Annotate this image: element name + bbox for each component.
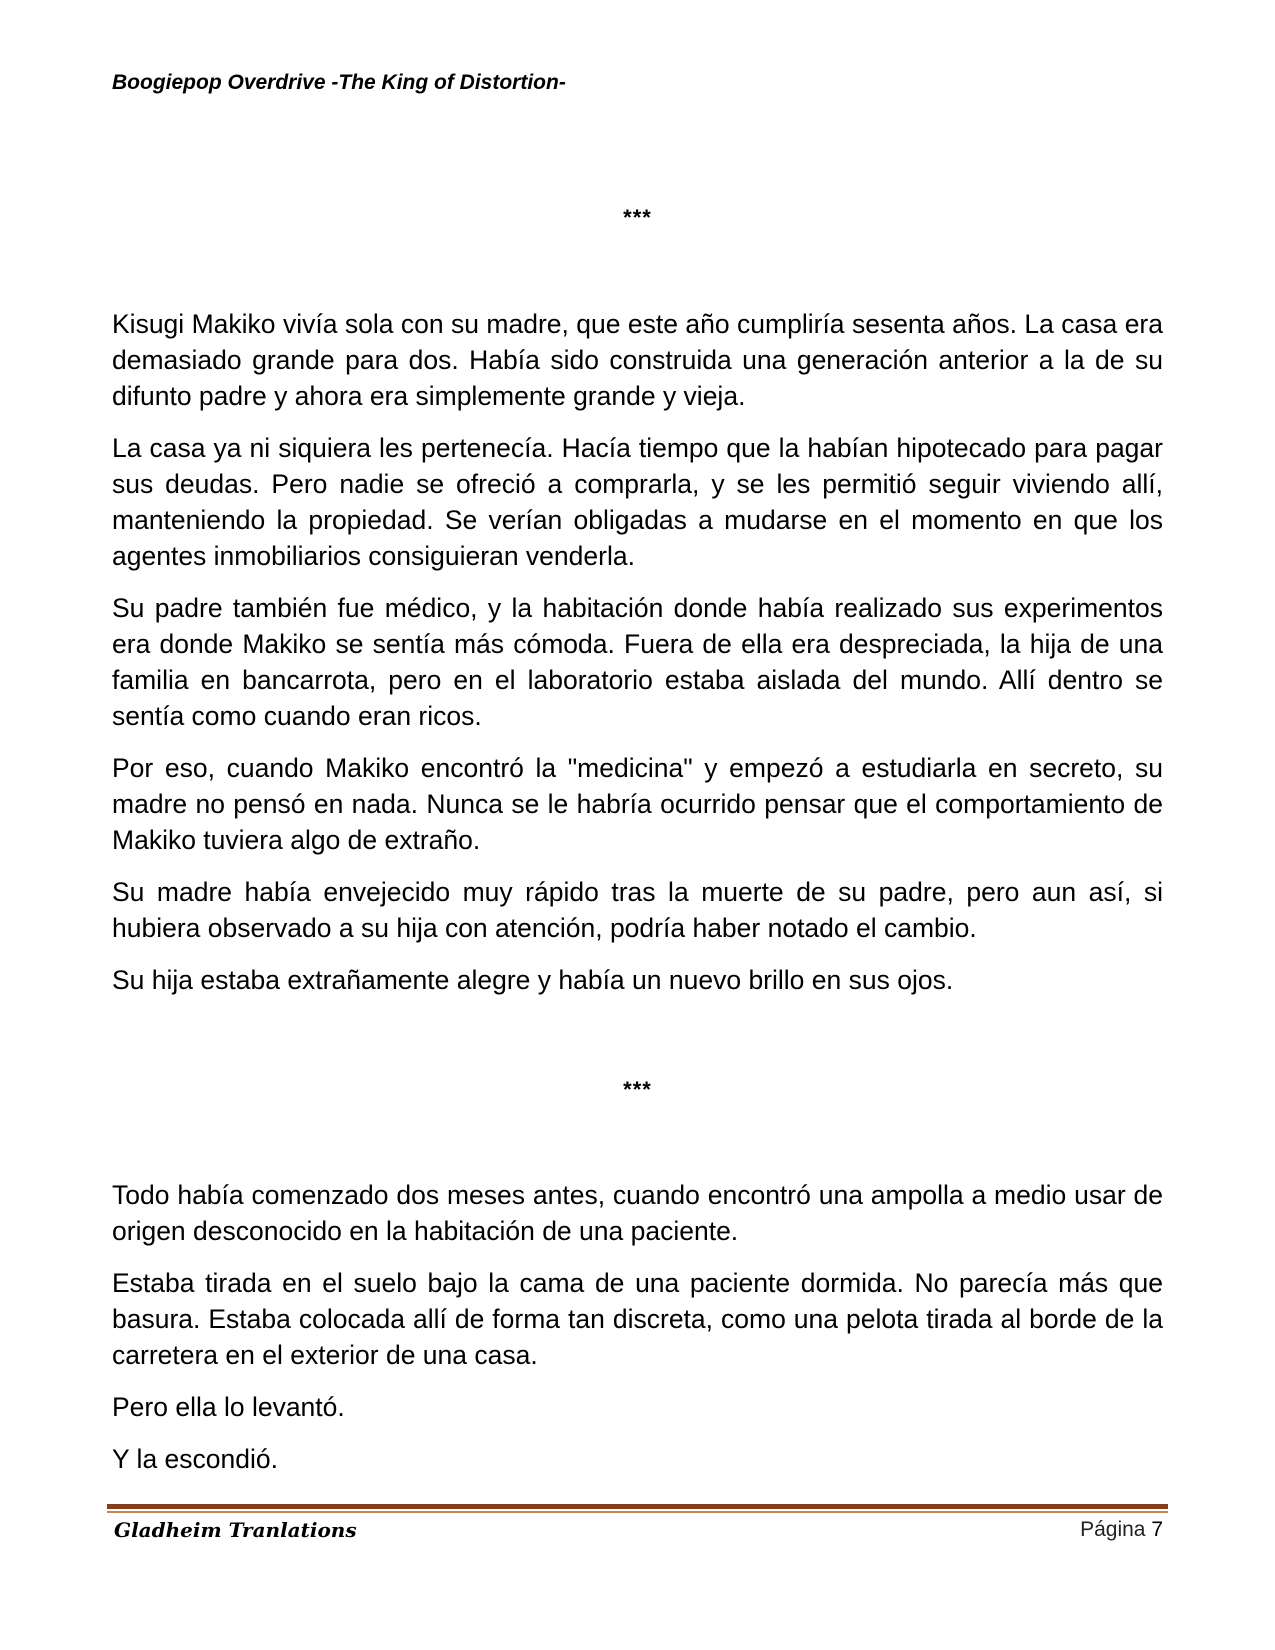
- page-header-title: Boogiepop Overdrive -The King of Distortion-: [112, 71, 566, 94]
- page-label: Página: [1080, 1518, 1146, 1541]
- paragraph: Su hija estaba extrañamente alegre y había un nuevo brillo en sus ojos.: [112, 965, 954, 995]
- paragraph: Por eso, cuando Makiko encontró la "medicina" y empezó a estudiarla en secreto, su madre no pensó en nada. Nunca se le habría ocurrido pensar que el comportamiento de Makiko tuviera algo de extraño.: [112, 753, 1163, 855]
- paragraph: Su padre también fue médico, y la habitación donde había realizado sus experimentos era donde Makiko se sentía más cómoda. Fuera de ella era despreciada, la hija de una familia en bancarrota, pero en el laboratorio estaba aislada del mundo. Allí dentro se sentía como cuando eran ricos.: [112, 593, 1163, 731]
- page-number: 7: [1151, 1518, 1163, 1541]
- section-separator: ***: [623, 1077, 652, 1102]
- footer-publisher: Gladheim Tranlations: [114, 1518, 357, 1542]
- section-2-text: [112, 1177, 1163, 1493]
- section-separator: ***: [623, 205, 652, 230]
- paragraph: Todo había comenzado dos meses antes, cuando encontró una ampolla a medio usar de origen desconocido en la habitación de una paciente.: [112, 1180, 1163, 1246]
- paragraph: Y la escondió.: [112, 1444, 278, 1474]
- paragraph: Kisugi Makiko vivía sola con su madre, que este año cumpliría sesenta años. La casa era demasiado grande para dos. Había sido construida una generación anterior a la de su difunto padre y ahora era simplemente grande y vieja.: [112, 309, 1163, 411]
- paragraph: La casa ya ni siquiera les pertenecía. Hacía tiempo que la habían hipotecado para pagar sus deudas. Pero nadie se ofreció a comprarla, y se les permitió seguir viviendo allí, manteniendo la propiedad. Se verían obligadas a mudarse en el momento en que los agentes inmobiliarios consiguieran venderla.: [112, 433, 1163, 571]
- footer-divider-light: [107, 1511, 1168, 1513]
- paragraph: Pero ella lo levantó.: [112, 1392, 345, 1422]
- footer-divider: [107, 1504, 1168, 1513]
- section-1-text: [112, 306, 1163, 1014]
- paragraph: Estaba tirada en el suelo bajo la cama de una paciente dormida. No parecía más que basura. Estaba colocada allí de forma tan discreta, como una pelota tirada al borde de la carretera en el exterior de una casa.: [112, 1268, 1163, 1370]
- footer-page-number: [1080, 1518, 1163, 1542]
- paragraph: Su madre había envejecido muy rápido tras la muerte de su padre, pero aun así, si hubiera observado a su hija con atención, podría haber notado el cambio.: [112, 877, 1163, 943]
